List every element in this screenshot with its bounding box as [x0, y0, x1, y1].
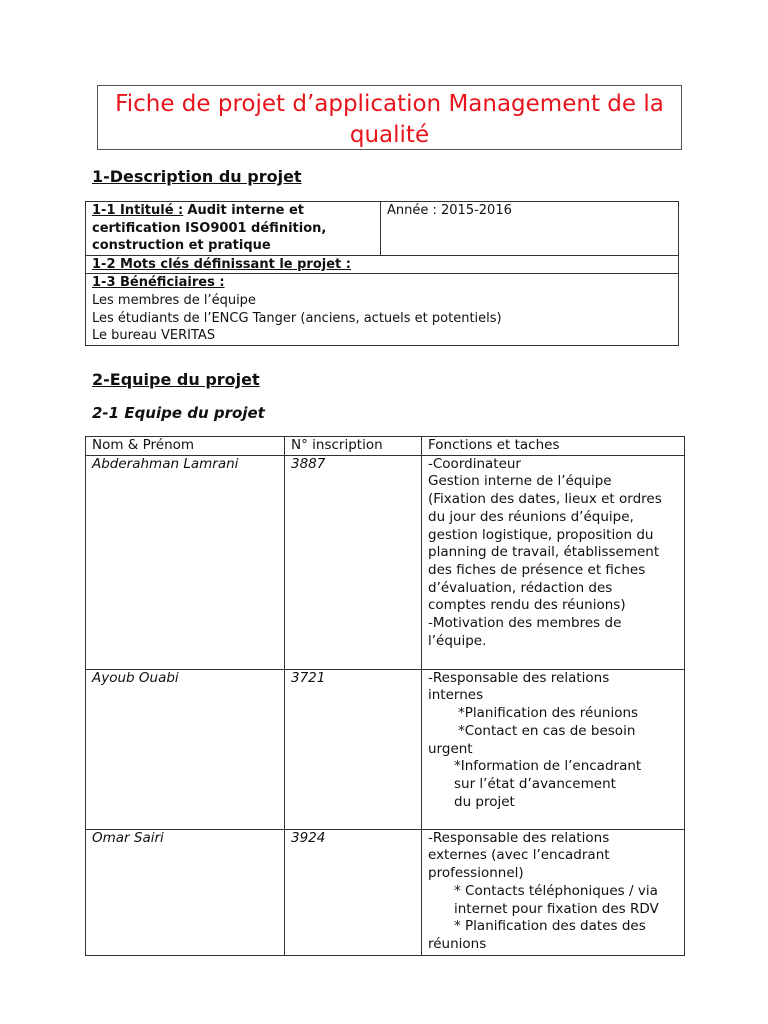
task-line: externes (avec l’encadrant	[428, 847, 610, 864]
description-table	[85, 201, 679, 346]
member-name: Ayoub Ouabi	[86, 669, 285, 829]
table-row	[86, 669, 685, 829]
task-line: internes	[428, 687, 484, 704]
beneficiaire-item: Le bureau VERITAS	[92, 328, 216, 344]
member-number: 3887	[285, 455, 422, 669]
mots-cles-label: 1-2 Mots clés définissant le projet :	[86, 255, 679, 274]
task-line: planning de travail, établissement	[428, 544, 660, 561]
member-name: Abderahman Lamrani	[86, 455, 285, 669]
task-line: -Coordinateur	[428, 455, 521, 472]
beneficiaire-item: Les étudiants de l’ENCG Tanger (anciens, actuels et potentiels)	[92, 310, 502, 326]
member-number: 3721	[285, 669, 422, 829]
task-line: -Motivation des membres de	[428, 615, 622, 632]
section-2-heading: 2-Equipe du projet	[92, 370, 260, 389]
task-line: * Contacts téléphoniques / via	[454, 882, 658, 899]
task-line: sur l’état d’avancement	[454, 775, 616, 792]
annee-cell	[381, 202, 679, 256]
member-name: Omar Sairi	[86, 829, 285, 955]
document-title: Fiche de projet d’application Management de la qualité	[115, 91, 664, 148]
task-line: (Fixation des dates, lieux et ordres	[428, 491, 662, 508]
team-table	[85, 436, 685, 956]
table-row	[86, 455, 685, 669]
table-header-row	[86, 437, 685, 456]
task-line: du jour des réunions d’équipe,	[428, 508, 634, 525]
task-line: Gestion interne de l’équipe	[428, 473, 612, 490]
beneficiaire-item: Les membres de l’équipe	[92, 292, 256, 308]
task-line: l’équipe.	[428, 632, 487, 649]
task-line: -Responsable des relations	[428, 829, 610, 846]
intitule-value: Audit interne et certification ISO9001 définition, construction et pratique	[92, 203, 327, 254]
section-1-heading: 1-Description du projet	[92, 167, 302, 186]
task-line: professionnel)	[428, 865, 524, 882]
task-line: des fiches de présence et fiches	[428, 561, 646, 578]
task-line: urgent	[428, 740, 473, 757]
title-box	[97, 85, 682, 150]
task-line: *Information de l’encadrant	[454, 758, 642, 775]
beneficiaires-cell	[86, 274, 679, 345]
column-header: Fonctions et taches	[422, 437, 685, 456]
task-line: *Contact en cas de besoin	[458, 722, 636, 739]
task-line: réunions	[428, 935, 487, 952]
task-line: -Responsable des relations	[428, 669, 610, 686]
task-line: * Planification des dates des	[454, 918, 646, 935]
member-tasks	[422, 829, 685, 955]
task-line: comptes rendu des réunions)	[428, 597, 626, 614]
member-tasks	[422, 669, 685, 829]
annee-value: Année : 2015-2016	[387, 203, 512, 218]
task-line: gestion logistique, proposition du	[428, 526, 654, 543]
task-line: d’évaluation, rédaction des	[428, 579, 613, 596]
task-line: *Planification des réunions	[458, 705, 639, 722]
task-line: du projet	[454, 793, 515, 810]
beneficiaires-label: 1-3 Bénéficiaires :	[92, 275, 225, 291]
member-number: 3924	[285, 829, 422, 955]
column-header: N° inscription	[285, 437, 422, 456]
intitule-cell	[86, 202, 381, 256]
member-tasks	[422, 455, 685, 669]
intitule-label: 1-1 Intitulé :	[92, 203, 184, 218]
section-2-1-heading: 2-1 Equipe du projet	[92, 404, 265, 422]
table-row	[86, 829, 685, 955]
task-line: internet pour fixation des RDV	[454, 900, 659, 917]
column-header: Nom & Prénom	[86, 437, 285, 456]
